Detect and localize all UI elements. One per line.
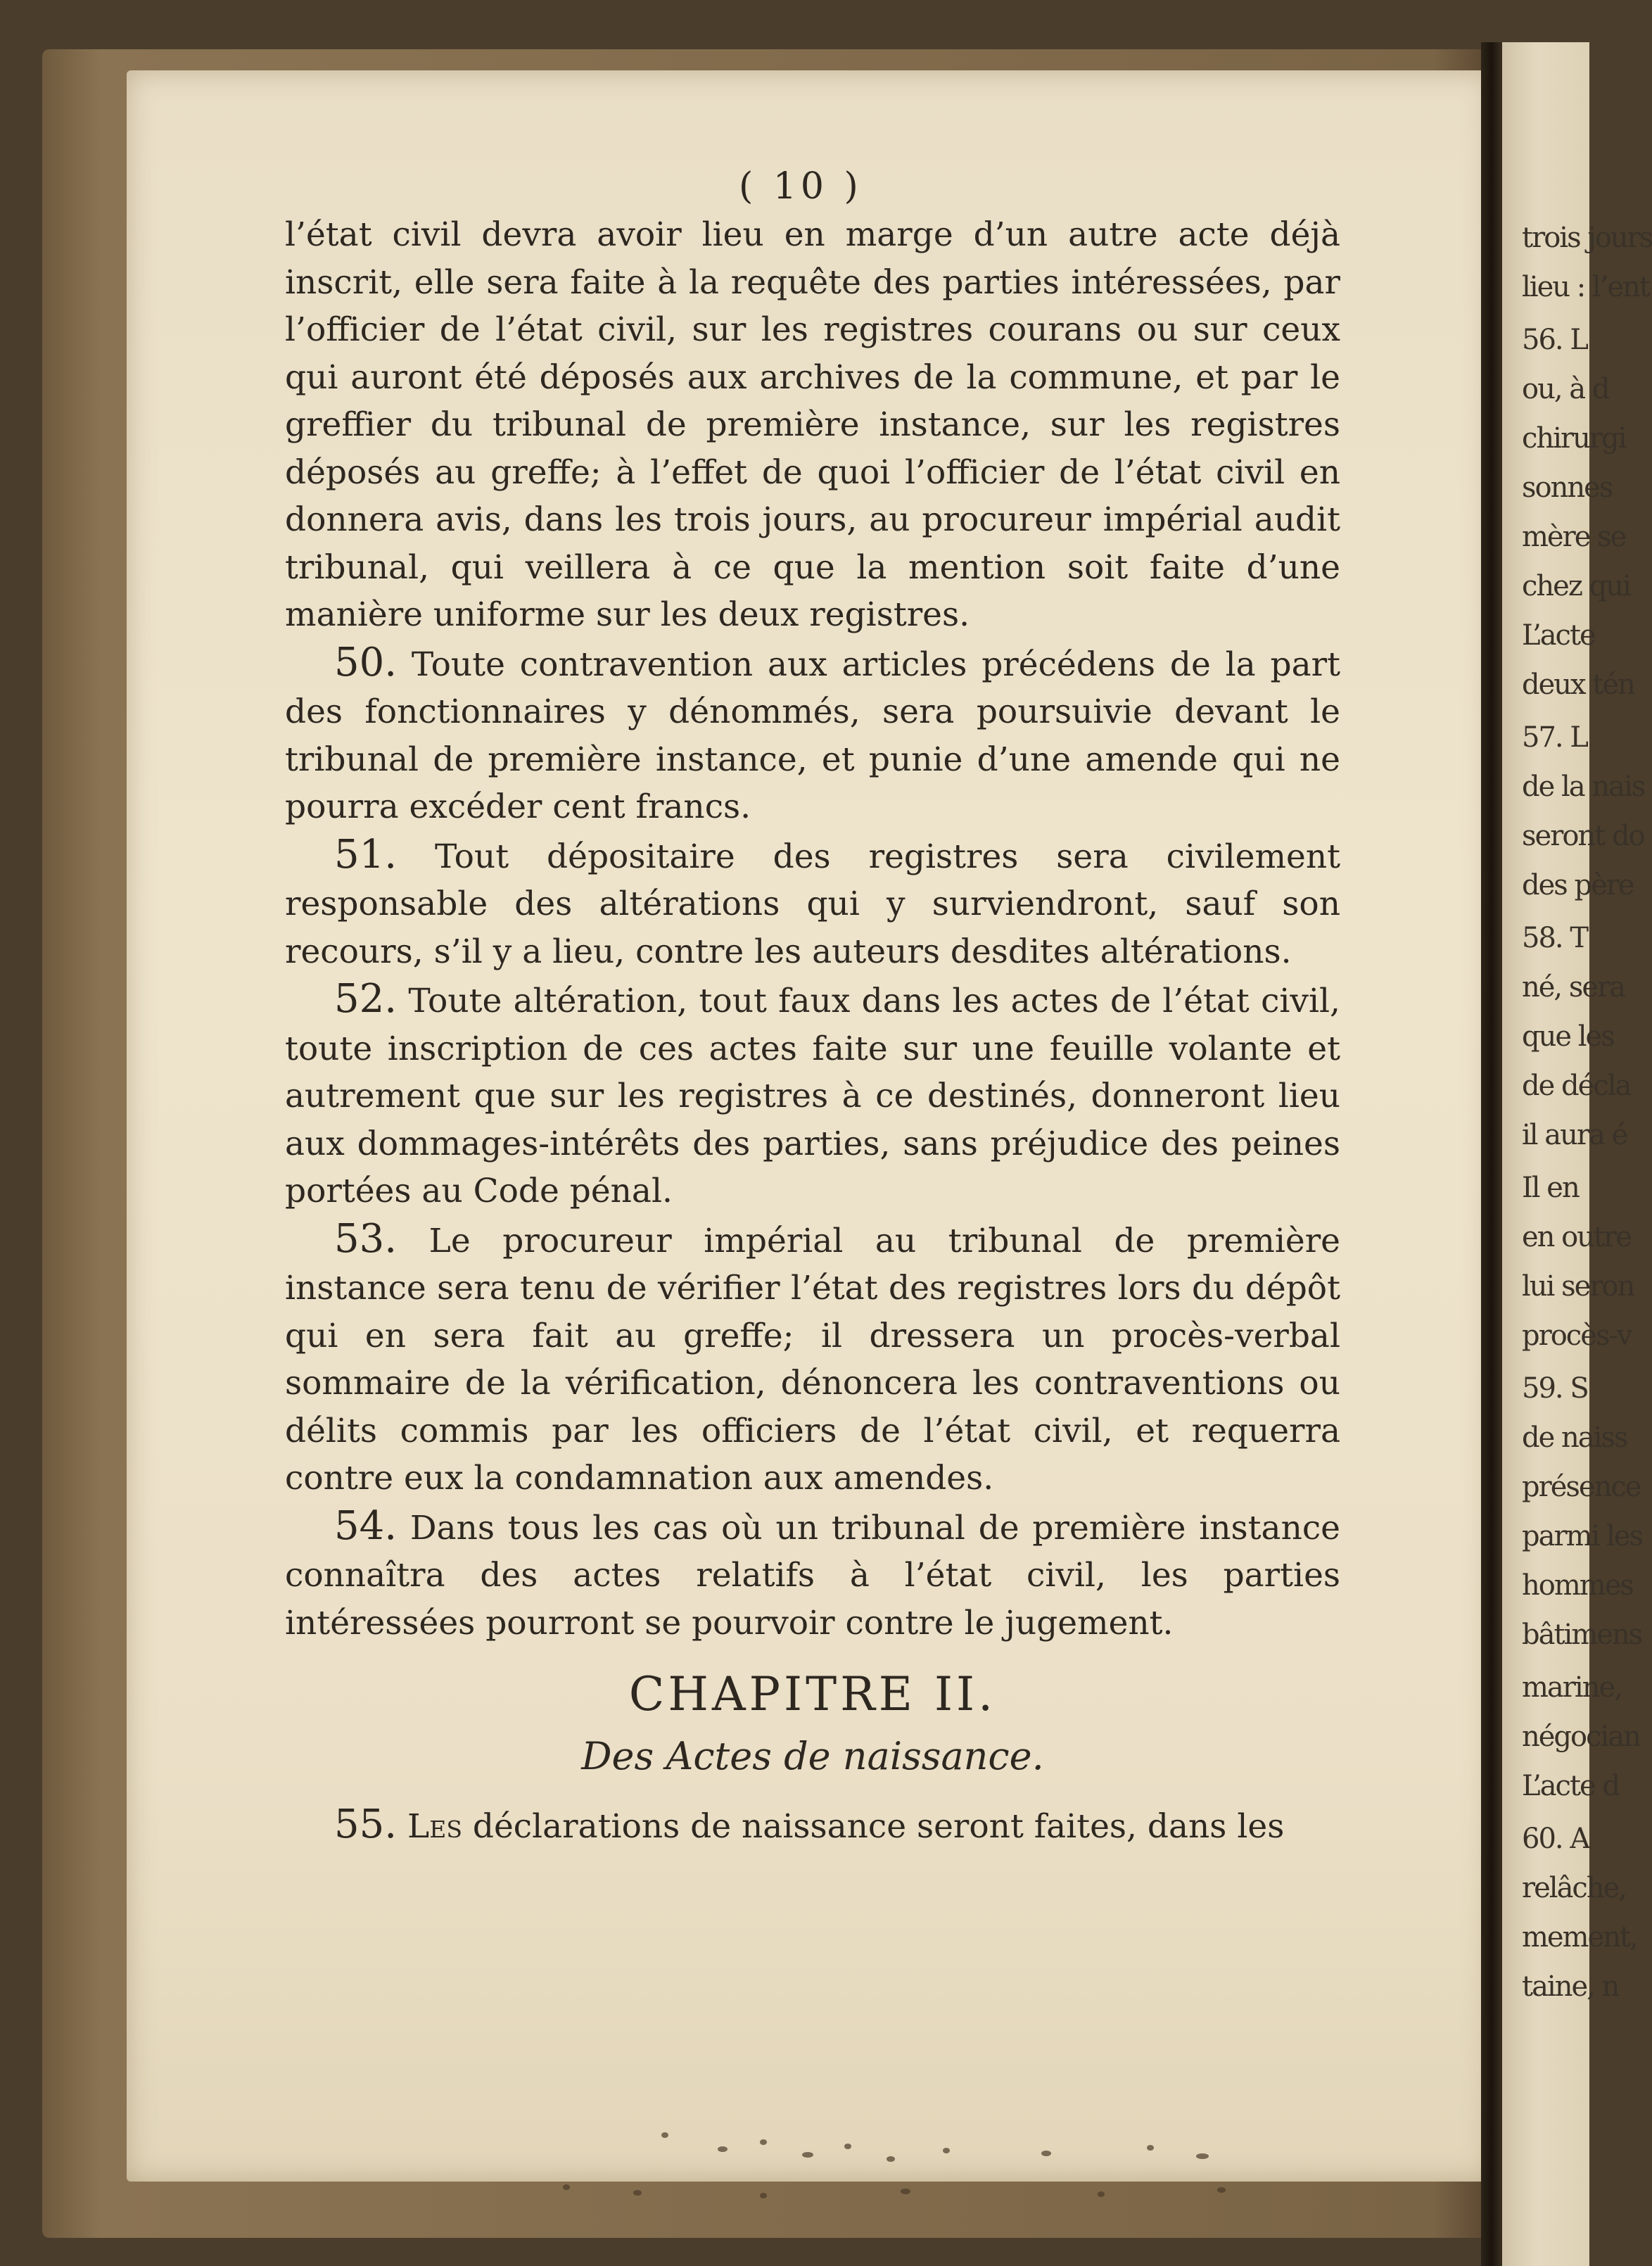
facing-line: trois jours bbox=[1522, 222, 1652, 254]
facing-line: de naiss bbox=[1522, 1422, 1627, 1454]
page-text bbox=[285, 169, 1340, 1851]
facing-line: lieu : l’ent bbox=[1522, 271, 1649, 303]
article-52 bbox=[285, 975, 1340, 1215]
facing-line: relâche, bbox=[1522, 1872, 1626, 1904]
facing-line: de décla bbox=[1522, 1070, 1631, 1102]
facing-line: 57. L bbox=[1522, 721, 1587, 754]
article-51 bbox=[285, 831, 1340, 976]
facing-line: négocian bbox=[1522, 1721, 1640, 1753]
article-text: déclarations de naissance seront faites, dans les bbox=[472, 1807, 1285, 1846]
article-text: Toute contravention aux articles précédens de la part des fonctionnaires y dénommés, sera poursuivie devant le tribunal de première instance, et punie d’une amende qui ne pourra excéder cent francs. bbox=[285, 645, 1340, 826]
facing-line: Il en bbox=[1522, 1172, 1579, 1204]
facing-line: 59. S bbox=[1522, 1372, 1588, 1405]
facing-line: lui seron bbox=[1522, 1270, 1634, 1303]
chapter-title: CHAPITRE II. bbox=[628, 1667, 997, 1721]
article-53 bbox=[285, 1215, 1340, 1502]
facing-line: présence bbox=[1522, 1471, 1641, 1503]
article-number: 55. bbox=[334, 1802, 398, 1847]
article-text: Dans tous les cas où un tribunal de première instance connaîtra des actes relatifs à l’état civil, les parties intéressées pourront se pourvoir contre le jugement. bbox=[285, 1508, 1340, 1642]
facing-line: L’acte bbox=[1522, 619, 1595, 652]
facing-line: bâtimens bbox=[1522, 1619, 1642, 1651]
facing-line: sonnes bbox=[1522, 471, 1613, 504]
continued-paragraph: l’état civil devra avoir lieu en marge d’un autre acte déjà inscrit, elle sera faite à la requête des parties intéressées, par l’officier de l’état civil, sur les registres courans ou sur ceux qui auront été déposés aux archives de la commune, et par le greffier du tribunal de première instance, sur les registres déposés au greffe; à l’effet de quoi l’officier de l’état civil en donnera avis, dans les trois jours, au procureur impérial audit tribunal, qui veillera à ce que la mention soit faite d’une manière uniforme sur les deux registres. bbox=[285, 215, 1340, 634]
article-50 bbox=[285, 639, 1340, 831]
facing-page-edge bbox=[1502, 42, 1652, 2266]
facing-line: de la nais bbox=[1522, 771, 1645, 803]
article-number: 54. bbox=[334, 1502, 398, 1549]
article-lead-word: Les bbox=[407, 1807, 462, 1846]
facing-line: né, sera bbox=[1522, 971, 1625, 1004]
article-text: Tout dépositaire des registres sera civilement responsable des altérations qui y surviendront, sauf son recours, s’il y a lieu, contre les auteurs desdites altérations. bbox=[285, 837, 1340, 971]
article-text: Toute altération, tout faux dans les actes de l’état civil, toute inscription de ces actes faite sur une feuille volante et autrement que sur les registres à ce destinés, donneront lieu aux dommages-intérêts des parties, sans préjudice des peines portées au Code pénal. bbox=[285, 982, 1340, 1210]
facing-line: chirurgi bbox=[1522, 422, 1626, 455]
facing-line: 58. T bbox=[1522, 922, 1588, 954]
book-gutter bbox=[1481, 42, 1502, 2266]
facing-line: chez qui bbox=[1522, 570, 1630, 602]
facing-line: mement, bbox=[1522, 1921, 1637, 1954]
article-54 bbox=[285, 1502, 1340, 1647]
facing-line: ou, à d bbox=[1522, 373, 1609, 405]
facing-line: parmi les bbox=[1522, 1520, 1643, 1552]
article-number: 50. bbox=[334, 639, 398, 685]
facing-line: que les bbox=[1522, 1020, 1614, 1053]
facing-line: procès-v bbox=[1522, 1319, 1632, 1352]
article-55 bbox=[285, 1801, 1340, 1851]
ink-offset-stains bbox=[267, 2125, 1358, 2203]
article-text: Le procureur impérial au tribunal de première instance sera tenu de vérifier l’état des registres lors du dépôt qui en sera fait au greffe; il dressera un procès-verbal sommaire de la vérification, dénoncera les contraventions ou délits commis par les officiers de l’état civil, et requerra contre eux la condamnation aux amendes. bbox=[285, 1221, 1340, 1498]
article-number: 53. bbox=[334, 1215, 398, 1262]
facing-line: hommes bbox=[1522, 1569, 1633, 1602]
facing-line: 60. A bbox=[1522, 1823, 1589, 1855]
facing-line: des père bbox=[1522, 869, 1634, 901]
facing-line: marine, bbox=[1522, 1671, 1622, 1704]
chapter-subtitle: Des Actes de naissance. bbox=[581, 1733, 1044, 1778]
facing-line: deux tén bbox=[1522, 669, 1634, 701]
facing-line: mère se bbox=[1522, 521, 1626, 553]
facing-line: seront do bbox=[1522, 820, 1644, 852]
article-number: 51. bbox=[334, 831, 398, 878]
article-number: 52. bbox=[334, 976, 398, 1022]
facing-line: taine, n bbox=[1522, 1970, 1619, 2003]
facing-line: L’acte d bbox=[1522, 1770, 1620, 1802]
facing-line: il aura é bbox=[1522, 1119, 1627, 1151]
page-number: ( 10 ) bbox=[739, 165, 863, 208]
facing-line: en outre bbox=[1522, 1221, 1631, 1253]
facing-line: 56. L bbox=[1522, 324, 1587, 356]
